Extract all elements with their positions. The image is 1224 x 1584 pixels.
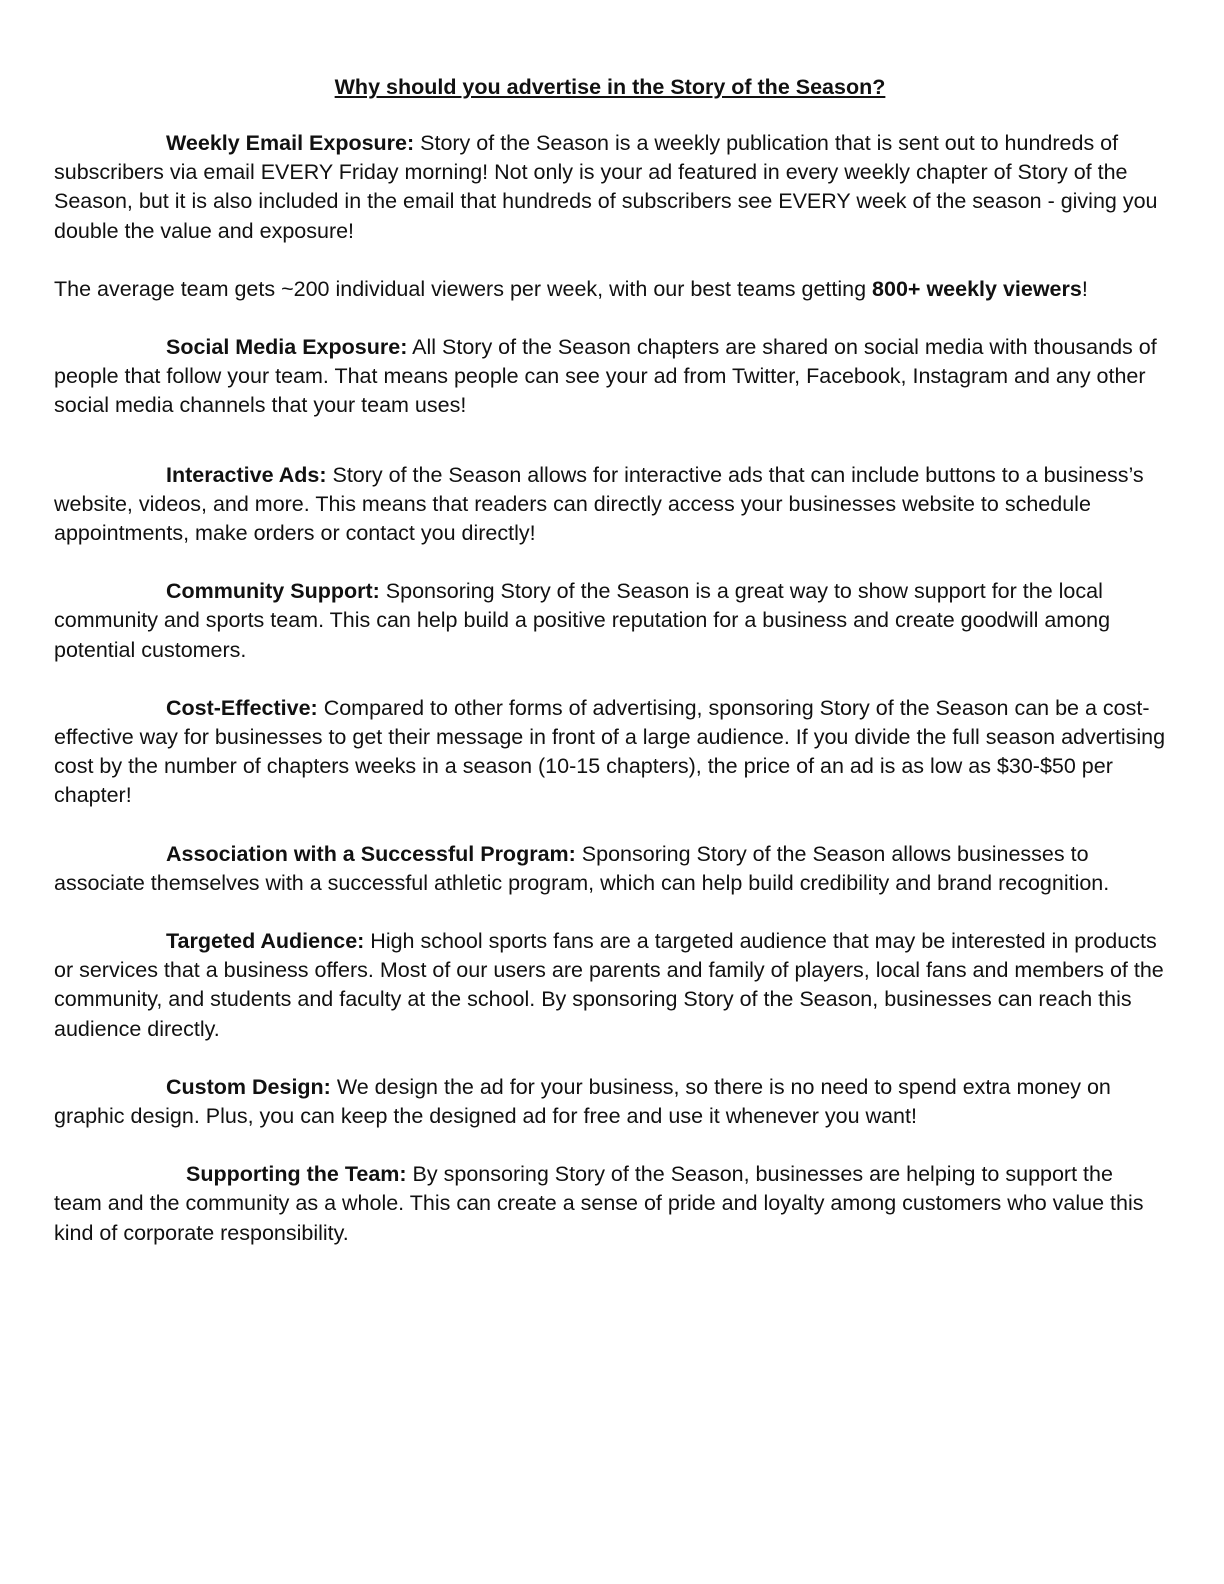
viewers-text-end: ! — [1081, 276, 1088, 301]
section-heading: Community Support: — [166, 579, 380, 604]
section-heading: Targeted Audience: — [166, 929, 365, 954]
section-weekly-email-exposure — [54, 129, 1166, 246]
section-text: Compared to other forms of advertising, sponsoring Story of the Season can be a cost-effective way for businesses to get their message in front of a large audience. If you divide the full season advertising cost by the number of chapters weeks in a season (10-15 chapters), the price of an ad is as low as $30-$50 per chapter! — [54, 695, 1166, 808]
section-text: High school sports fans are a targeted audience that may be interested in products or services that a business offers. Most of our users are parents and family of players, local fans and members of the community, and students and faculty at the school. By sponsoring Story of the Season, businesses can reach this audience directly. — [54, 929, 1164, 1041]
section-cost-effective — [54, 694, 1166, 811]
section-heading: Supporting the Team: — [186, 1162, 407, 1187]
viewers-highlight: 800+ weekly viewers — [872, 276, 1082, 301]
section-text: All Story of the Season chapters are shared on social media with thousands of people that follow your team. That means people can see your ad from Twitter, Facebook, Instagram and any other social media channels that your team uses! — [54, 335, 1157, 418]
section-heading: Weekly Email Exposure: — [166, 131, 415, 155]
section-heading: Association with a Successful Program: — [166, 841, 576, 866]
section-heading: Cost-Effective: — [166, 695, 318, 720]
section-interactive-ads — [54, 461, 1166, 549]
section-social-media-exposure — [54, 333, 1166, 421]
section-text: Story of the Season allows for interactive ads that can include buttons to a business’s website, videos, and more. This means that readers can directly access your businesses website to schedule appointments, make orders or contact you directly! — [54, 462, 1144, 546]
document-title: Why should you advertise in the Story of the Season? — [334, 75, 886, 99]
section-text: Story of the Season is a weekly publication that is sent out to hundreds of subscribers via email EVERY Friday morning! Not only is your ad featured in every weekly chapter of Story of the Season, but it is also included in the email that hundreds of subscribers see EVERY week of the season - giving you double the value and exposure! — [54, 131, 1158, 243]
section-text: Sponsoring Story of the Season is a great way to show support for the local community and sports team. This can help build a positive reputation for a business and create goodwill among potential customers. — [54, 579, 1111, 662]
section-association-successful-program — [54, 840, 1166, 898]
section-text: Sponsoring Story of the Season allows businesses to associate themselves with a successful athletic program, which can help build credibility and brand recognition. — [54, 841, 1110, 895]
section-custom-design — [54, 1073, 1166, 1131]
document-page — [54, 72, 1166, 1277]
section-heading: Social Media Exposure: — [166, 335, 408, 360]
average-viewers-paragraph — [54, 275, 1166, 304]
section-text: We design the ad for your business, so there is no need to spend extra money on graphic design. Plus, you can keep the designed ad for free and use it whenever you want! — [54, 1074, 1111, 1129]
viewers-text-start: The average team gets ~200 individual viewers per week, with our best teams getting — [54, 276, 873, 301]
section-supporting-the-team — [54, 1160, 1166, 1248]
section-community-support — [54, 577, 1166, 665]
section-targeted-audience — [54, 927, 1166, 1044]
section-text: By sponsoring Story of the Season, businesses are helping to support the team and the community as a whole. This can create a sense of pride and loyalty among customers who value this kind of corporate responsibility. — [54, 1162, 1144, 1245]
section-heading: Custom Design: — [166, 1074, 331, 1099]
section-heading: Interactive Ads: — [166, 462, 327, 487]
